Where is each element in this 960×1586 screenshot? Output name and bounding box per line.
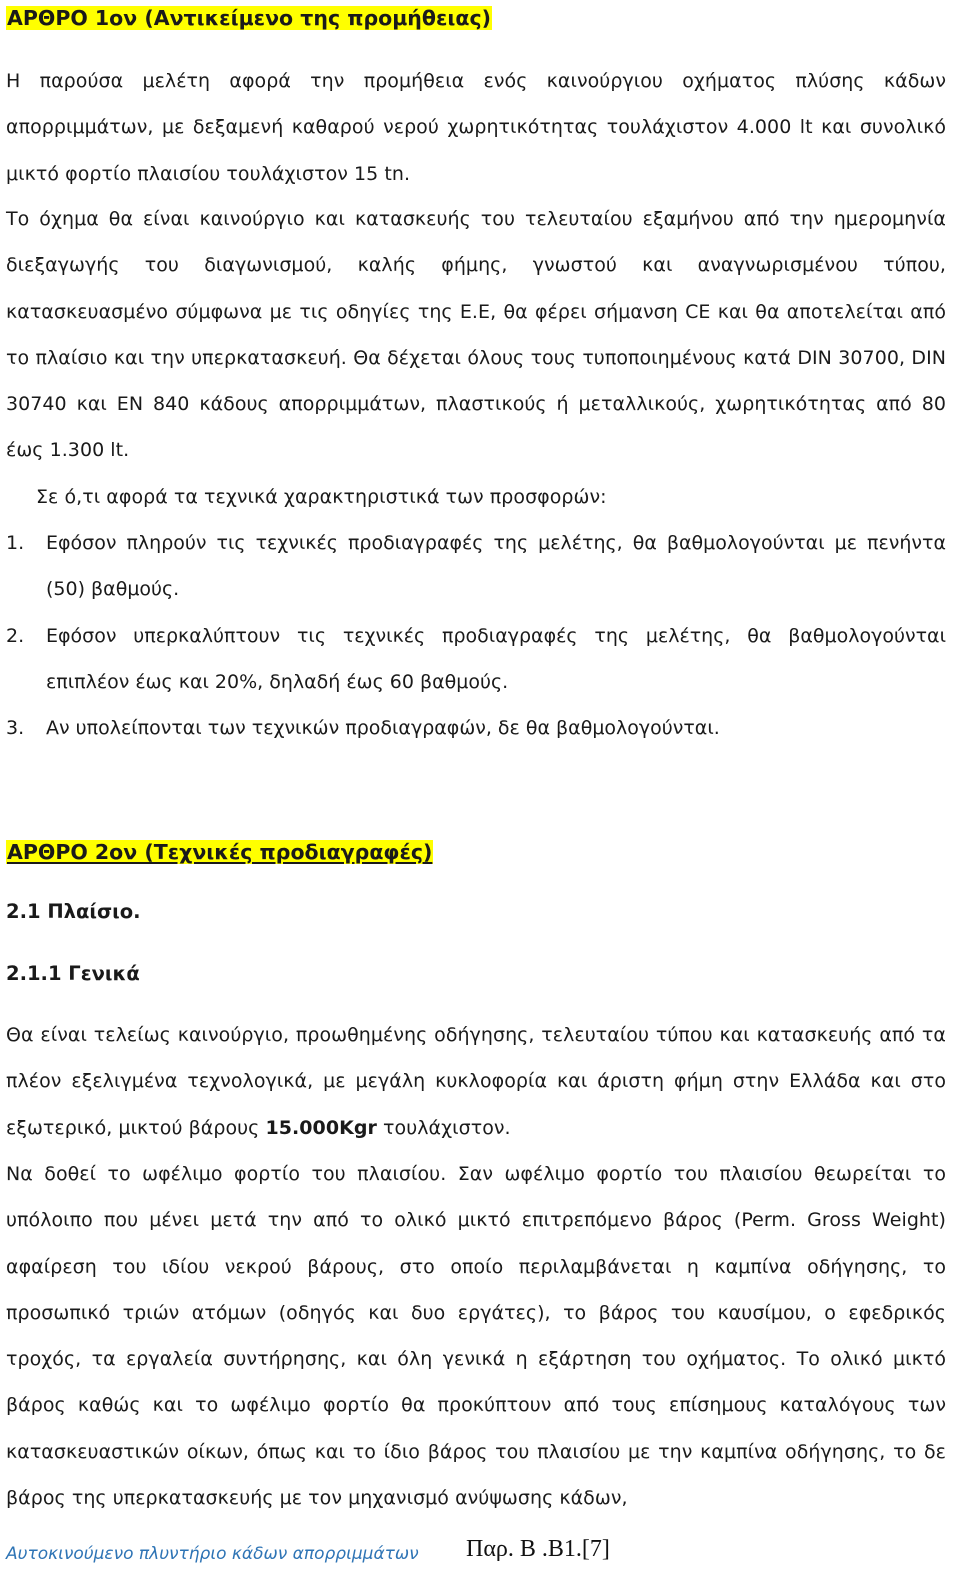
evaluation-list bbox=[6, 520, 946, 751]
gross-weight-value: 15.000Kgr bbox=[265, 1116, 377, 1139]
list-item bbox=[6, 520, 946, 613]
list-item-text: Εφόσον πληρούν τις τεχνικές προδιαγραφές της μελέτης, θα βαθμολογούνται με πενήντα (50) βαθμούς. bbox=[46, 532, 946, 601]
list-item-text: Αν υπολείπονται των τεχνικών προδιαγραφών, δε θα βαθμολογούνται. bbox=[46, 717, 720, 740]
section-2-1-1-paragraph-2: Να δοθεί το ωφέλιμο φορτίο του πλαισίου. Σαν ωφέλιμο φορτίο του πλαισίου θεωρείται το υπόλοιπο που μένει μετά την από το ολικό μικτό επιτρεπόμενο βάρος (Perm. Gross Weight) αφαίρεση του ιδίου νεκρού βάρους, στο οποίο περιλαμβάνεται η καμπίνα οδήγησης, το προσωπικό τριών ατόμων (οδηγός και δυο εργάτες), το βάρος του καυσίμου, ο εφεδρικός τροχός, τα εργαλεία συντήρησης, και όλη γενικά η εξάρτηση του οχήματος. Το ολικό μικτό βάρος καθώς και το ωφέλιμο φορτίο θα προκύπτουν από τους επίσημους καταλόγους των κατασκευαστικών οίκων, όπως και το ίδιο βάρος του πλαισίου με την καμπίνα οδήγησης, το δε βάρος της υπερκατασκευής με τον μηχανισμό ανύψωσης κάδων, bbox=[6, 1163, 946, 1510]
section-2-1-1-heading: 2.1.1 Γενικά bbox=[6, 962, 140, 985]
page-footer bbox=[6, 1536, 950, 1572]
article-1-heading bbox=[6, 6, 492, 30]
list-item bbox=[6, 705, 946, 751]
list-item-text: Εφόσον υπερκαλύπτουν τις τεχνικές προδιαγραφές της μελέτης, θα βαθμολογούνται επιπλέον έως και 20%, δηλαδή έως 60 βαθμούς. bbox=[46, 624, 946, 693]
paragraph-text: Θα είναι τελείως καινούργιο, προωθημένης οδήγησης, τελευταίου τύπου και κατασκευής από τα πλέον εξελιγμένα τεχνολογικά, με μεγάλη κυκλοφορία και άριστη φήμη στην Ελλάδα και στο εξωτερικό, μικτού βάρους bbox=[6, 1024, 946, 1139]
paragraph-text: τουλάχιστον. bbox=[376, 1116, 511, 1139]
list-item-number: 2. bbox=[6, 624, 25, 647]
article-1-paragraph-1: Η παρούσα μελέτη αφορά την προμήθεια ενός καινούργιου οχήματος πλύσης κάδων απορριμμάτων, με δεξαμενή καθαρού νερού χωρητικότητας τουλάχιστον 4.000 lt και συνολικό μικτό φορτίο πλαισίου τουλάχιστον 15 tn. bbox=[6, 70, 946, 185]
article-2-heading bbox=[6, 840, 433, 864]
section-2-1-1-paragraph-1 bbox=[6, 1012, 946, 1151]
footer-page-reference: Παρ. Β .Β1.[7] bbox=[466, 1536, 610, 1562]
article-1-heading-text: ΑΡΘΡΟ 1ον (Αντικείμενο της προμήθειας) bbox=[7, 6, 491, 30]
article-2-heading-text: ΑΡΘΡΟ 2ον (Τεχνικές προδιαγραφές) bbox=[7, 840, 433, 864]
article-1-paragraph-2: Το όχημα θα είναι καινούργιο και κατασκευής του τελευταίου εξαμήνου από την ημερομηνία διεξαγωγής του διαγωνισμού, καλής φήμης, γνωστού και αναγνωρισμένου τύπου, κατασκευασμένο σύμφωνα με τις οδηγίες της Ε.Ε, θα φέρει σήμανση CE και θα αποτελείται από το πλαίσιο και την υπερκατασκευή. Θα δέχεται όλους τους τυποποιημένους κατά DIN 30700, DIN 30740 και EN 840 κάδους απορριμμάτων, πλαστικούς ή μεταλλικούς, χωρητικότητας από 80 έως 1.300 lt. bbox=[6, 208, 946, 462]
footer-document-title: Αυτοκινούμενο πλυντήριο κάδων απορριμμάτων bbox=[6, 1544, 419, 1564]
list-item bbox=[6, 613, 946, 706]
list-item-number: 1. bbox=[6, 532, 25, 554]
list-item-number: 3. bbox=[6, 717, 25, 740]
section-2-1-heading: 2.1 Πλαίσιο. bbox=[6, 900, 141, 923]
article-1-paragraph-3: Σε ό,τι αφορά τα τεχνικά χαρακτηριστικά των προσφορών: bbox=[36, 486, 607, 508]
